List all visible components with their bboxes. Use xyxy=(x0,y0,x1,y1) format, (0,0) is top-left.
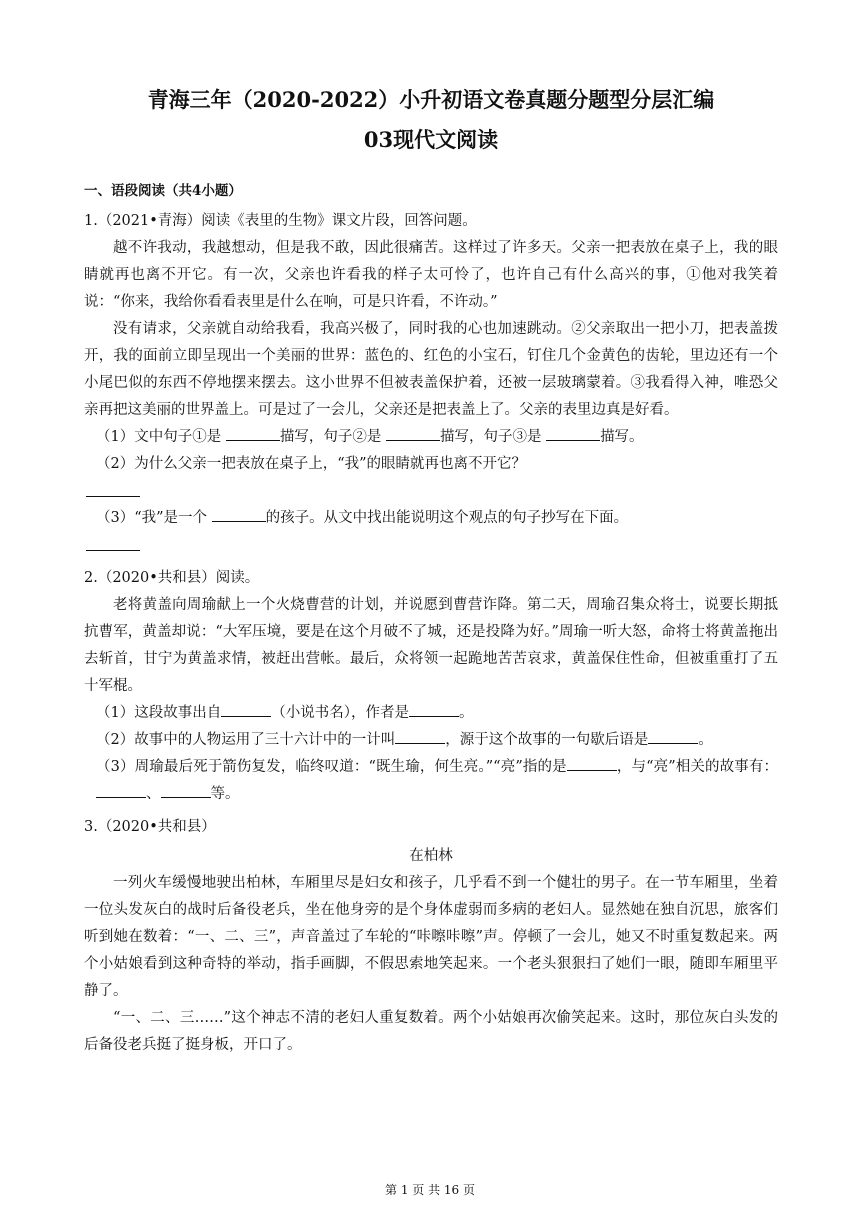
answer-blank[interactable] xyxy=(546,426,600,441)
question-2-sub-3-text-c: 、 xyxy=(146,786,161,802)
question-1-sub-1-text-d: 描写。 xyxy=(600,429,644,445)
question-2-sub-3-text-a: （3）周瑜最后死于箭伤复发，临终叹道：“既生瑜，何生亮。”“亮”指的是 xyxy=(96,759,567,775)
question-2-sub-3 xyxy=(84,754,778,808)
question-2-sub-1 xyxy=(84,700,778,727)
question-2-sub-2-text-a: （2）故事中的人物运用了三十六计中的一计叫 xyxy=(96,732,396,748)
question-1-sub-2: （2）为什么父亲一把表放在桌子上，“我”的眼睛就再也离不开它？ xyxy=(96,456,527,472)
question-1-header: 1.（2021•青海）阅读《表里的生物》课文片段，回答问题。 xyxy=(84,213,477,229)
question-1-sub-1-text-b: 描写，句子②是 xyxy=(279,429,382,445)
question-3-header: 3.（2020•共和县） xyxy=(84,819,216,835)
answer-blank[interactable] xyxy=(395,729,445,744)
answer-blank[interactable] xyxy=(386,426,440,441)
page-footer: 第 1 页 共 16 页 xyxy=(385,1183,475,1197)
answer-blank[interactable] xyxy=(221,702,271,717)
answer-blank[interactable] xyxy=(212,507,266,522)
question-1-sub-1-text-c: 描写，句子③是 xyxy=(439,429,542,445)
answer-blank[interactable] xyxy=(161,783,211,798)
question-1-passage-para-2: 没有请求，父亲就自动给我看，我高兴极了，同时我的心也加速跳动。②父亲取出一把小刀，把表盖拨开，我的面前立即呈现出一个美丽的世界：蓝色的、红色的小宝石，钉住几个金黄色的齿轮，里边还有一个小尾巴似的东西不停地摆来摆去。这小世界不但被表盖保护着，还被一层玻璃蒙着。③我看得入神，唯恐父亲再把这美丽的世界盖上。可是过了一会儿，父亲还是把表盖上了。父亲的表里边真是好看。 xyxy=(84,321,778,418)
question-2-sub-1-text-a: （1）这段故事出自 xyxy=(96,705,222,721)
question-2-sub-1-text-b: （小说书名），作者是 xyxy=(271,705,409,721)
story-title: 在柏林 xyxy=(409,848,453,864)
question-2-passage: 老将黄盖向周瑜献上一个火烧曹营的计划，并说愿到曹营诈降。第二天，周瑜召集众将士，说要长期抵抗曹军，黄盖却说：“大军压境，要是在这个月破不了城，还是投降为好。”周瑜一听大怒，命将士将黄盖拖出去斩首，甘宁为黄盖求情，被赶出营帐。最后，众将领一起跪地苦苦哀求，黄盖保住性命，但被重重打了五十军棍。 xyxy=(84,597,778,694)
answer-line[interactable] xyxy=(84,478,778,505)
question-1-passage-para-1: 越不许我动，我越想动，但是我不敢，因此很痛苦。这样过了许多天。父亲一把表放在桌子上，我的眼睛就再也离不开它。有一次，父亲也许看我的样子太可怜了，也许自己有什么高兴的事，①他对我笑着说：“你来，我给你看看表里是什么在响，可是只许看，不许动。” xyxy=(84,240,778,310)
document-page xyxy=(84,82,778,1059)
answer-blank[interactable] xyxy=(86,482,140,497)
answer-line[interactable] xyxy=(84,532,778,559)
answer-blank[interactable] xyxy=(409,702,459,717)
answer-blank[interactable] xyxy=(226,426,280,441)
answer-blank[interactable] xyxy=(96,783,146,798)
question-1-sub-3-text-b: 的孩子。从文中找出能说明这个观点的句子抄写在下面。 xyxy=(265,510,629,526)
question-2-header: 2.（2020•共和县）阅读。 xyxy=(84,570,260,586)
question-3-passage-para-1: 一列火车缓慢地驶出柏林，车厢里尽是妇女和孩子，几乎看不到一个健壮的男子。在一节车厢里，坐着一位头发灰白的战时后备役老兵，坐在他身旁的是个身体虚弱而多病的老妇人。显然她在独自沉思，旅客们听到她在数着：“一、二、三”，声音盖过了车轮的“咔嚓咔嚓”声。停顿了一会儿，她又不时重复数起来。两个小姑娘看到这种奇特的举动，指手画脚，不假思索地笑起来。一个老头狠狠扫了她们一眼，随即车厢里平静了。 xyxy=(84,875,778,999)
question-2-sub-2 xyxy=(84,727,778,754)
question-1-sub-3 xyxy=(84,505,778,532)
question-2-sub-2-text-b: ，源于这个故事的一句歇后语是 xyxy=(445,732,649,748)
question-1-sub-1-text-a: （1）文中句子①是 xyxy=(96,429,222,445)
section-heading: 一、语段阅读（共4小题） xyxy=(84,183,242,199)
question-1-sub-1 xyxy=(84,424,778,451)
question-2-sub-2-text-c: 。 xyxy=(698,732,713,748)
question-2-sub-3-text-b: ，与“亮”相关的故事有： xyxy=(616,759,779,775)
answer-blank[interactable] xyxy=(86,536,140,551)
question-2-sub-1-text-c: 。 xyxy=(458,705,474,721)
document-title: 青海三年（2020-2022）小升初语文卷真题分题型分层汇编 xyxy=(147,87,715,112)
question-3-passage-para-2: “一、二、三……”这个神志不清的老妇人重复数着。两个小姑娘再次偷笑起来。这时，那位灰白头发的后备役老兵挺了挺身板，开口了。 xyxy=(84,1010,778,1053)
answer-blank[interactable] xyxy=(648,729,698,744)
question-1-sub-3-text-a: （3）“我”是一个 xyxy=(96,510,208,526)
document-subtitle: 03现代文阅读 xyxy=(363,127,499,152)
answer-blank[interactable] xyxy=(567,756,617,771)
question-2-sub-3-text-d: 等。 xyxy=(210,786,240,802)
